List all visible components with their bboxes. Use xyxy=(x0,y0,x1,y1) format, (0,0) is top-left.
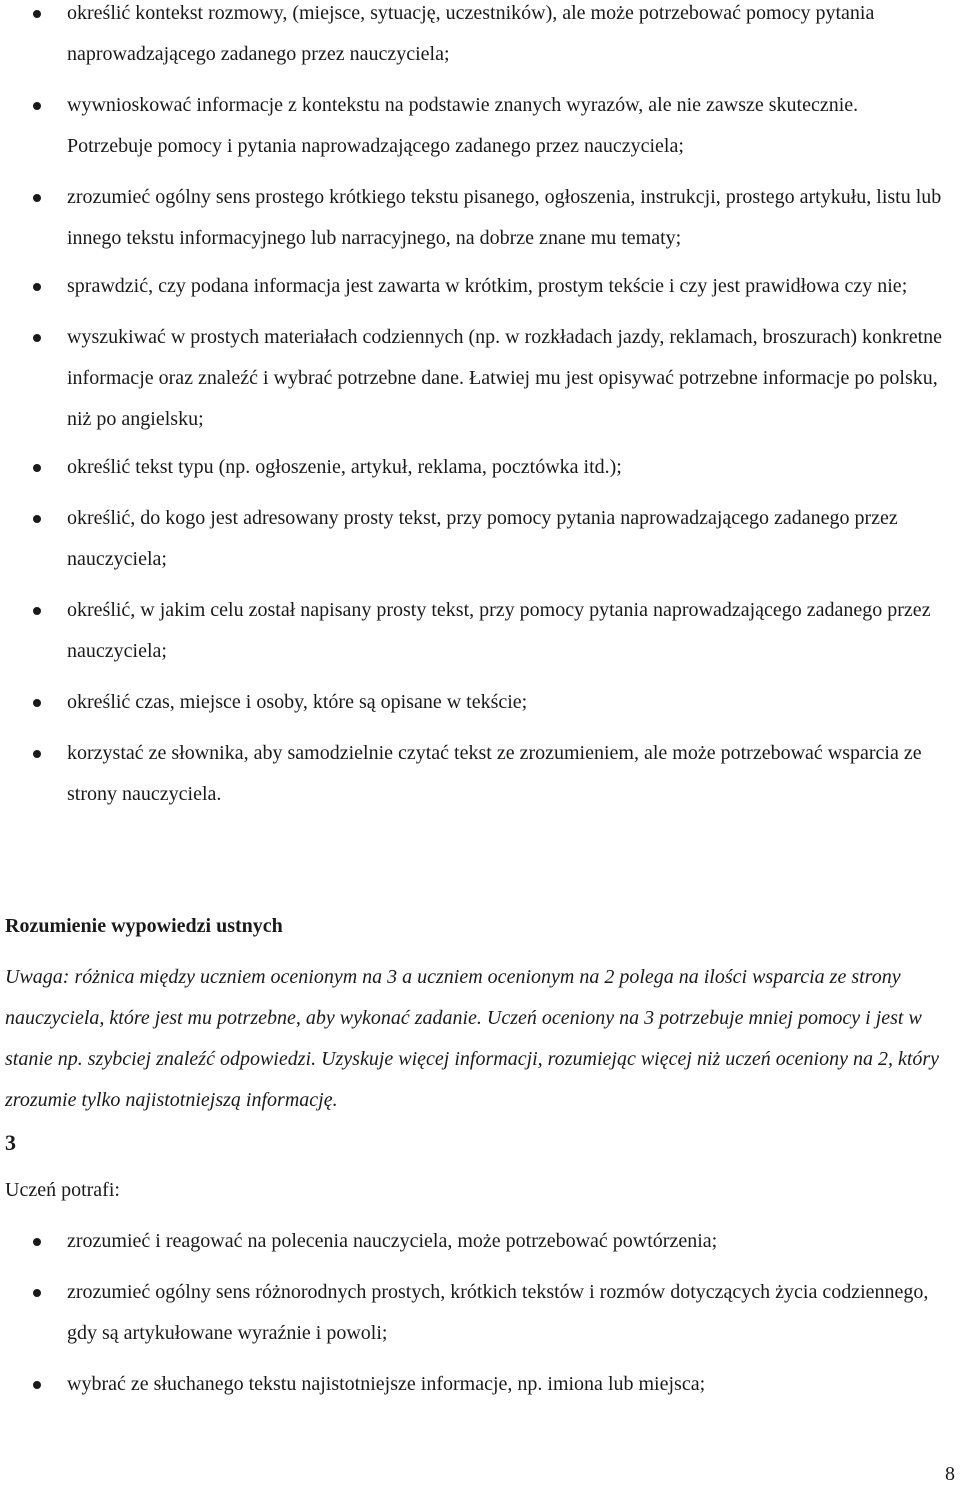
list-item: zrozumieć i reagować na polecenia nauczyciela, może potrzebować powtórzenia; xyxy=(0,1221,960,1262)
section-heading: Rozumienie wypowiedzi ustnych xyxy=(5,915,283,937)
list-item: określić, do kogo jest adresowany prosty tekst, przy pomocy pytania naprowadzającego zadanego przez nauczyciela; xyxy=(0,498,960,580)
list-item: zrozumieć ogólny sens prostego krótkiego tekstu pisanego, ogłoszenia, instrukcji, prostego artykułu, listu lub innego tekstu informacyjnego lub narracyjnego, na dobrze znane mu tematy; xyxy=(0,177,960,259)
list-item: wyszukiwać w prostych materiałach codziennych (np. w rozkładach jazdy, reklamach, broszurach) konkretne informacje oraz znaleźć i wybrać potrzebne dane. Łatwiej mu jest opisywać potrzebne informacje po polsku, niż po angielsku; xyxy=(0,317,960,440)
note-paragraph: Uwaga: różnica między uczniem ocenionym na 3 a uczniem ocenionym na 2 polega na ilości wsparcia ze strony nauczyciela, które jest mu potrzebne, aby wykonać zadanie. Uczeń oceniony na 3 potrzebuje mniej pomocy i jest w stanie np. szybciej znaleźć odpowiedzi. Uzyskuje więcej informacji, rozumiejąc więcej niż uczeń oceniony na 2, który zrozumie tylko najistotniejszą informację. xyxy=(5,966,940,1111)
intro-text: Uczeń potrafi: xyxy=(5,1179,120,1201)
list-item: wywnioskować informacje z kontekstu na podstawie znanych wyrazów, ale nie zawsze skutecznie. Potrzebuje pomocy i pytania naprowadzającego zadanego przez nauczyciela; xyxy=(0,85,960,167)
grade-level-heading: 3 xyxy=(5,1130,16,1155)
list-item: zrozumieć ogólny sens różnorodnych prostych, krótkich tekstów i rozmów dotyczących życia codziennego, gdy są artykułowane wyraźnie i powoli; xyxy=(0,1272,960,1354)
list-item: sprawdzić, czy podana informacja jest zawarta w krótkim, prostym tekście i czy jest prawidłowa czy nie; xyxy=(0,266,960,307)
list-item: określić, w jakim celu został napisany prosty tekst, przy pomocy pytania naprowadzającego zadanego przez nauczyciela; xyxy=(0,590,960,672)
list-item: określić tekst typu (np. ogłoszenie, artykuł, reklama, pocztówka itd.); xyxy=(0,447,960,488)
page-number: 8 xyxy=(945,1463,955,1485)
list-item: korzystać ze słownika, aby samodzielnie czytać tekst ze zrozumieniem, ale może potrzebować wsparcia ze strony nauczyciela. xyxy=(0,733,960,815)
list-item: określić kontekst rozmowy, (miejsce, sytuację, uczestników), ale może potrzebować pomocy pytania naprowadzającego zadanego przez nauczyciela; xyxy=(0,0,960,75)
list-item: określić czas, miejsce i osoby, które są opisane w tekście; xyxy=(0,682,960,723)
list-item: wybrać ze słuchanego tekstu najistotniejsze informacje, np. imiona lub miejsca; xyxy=(0,1364,960,1405)
skills-list-listening xyxy=(0,1221,960,1415)
